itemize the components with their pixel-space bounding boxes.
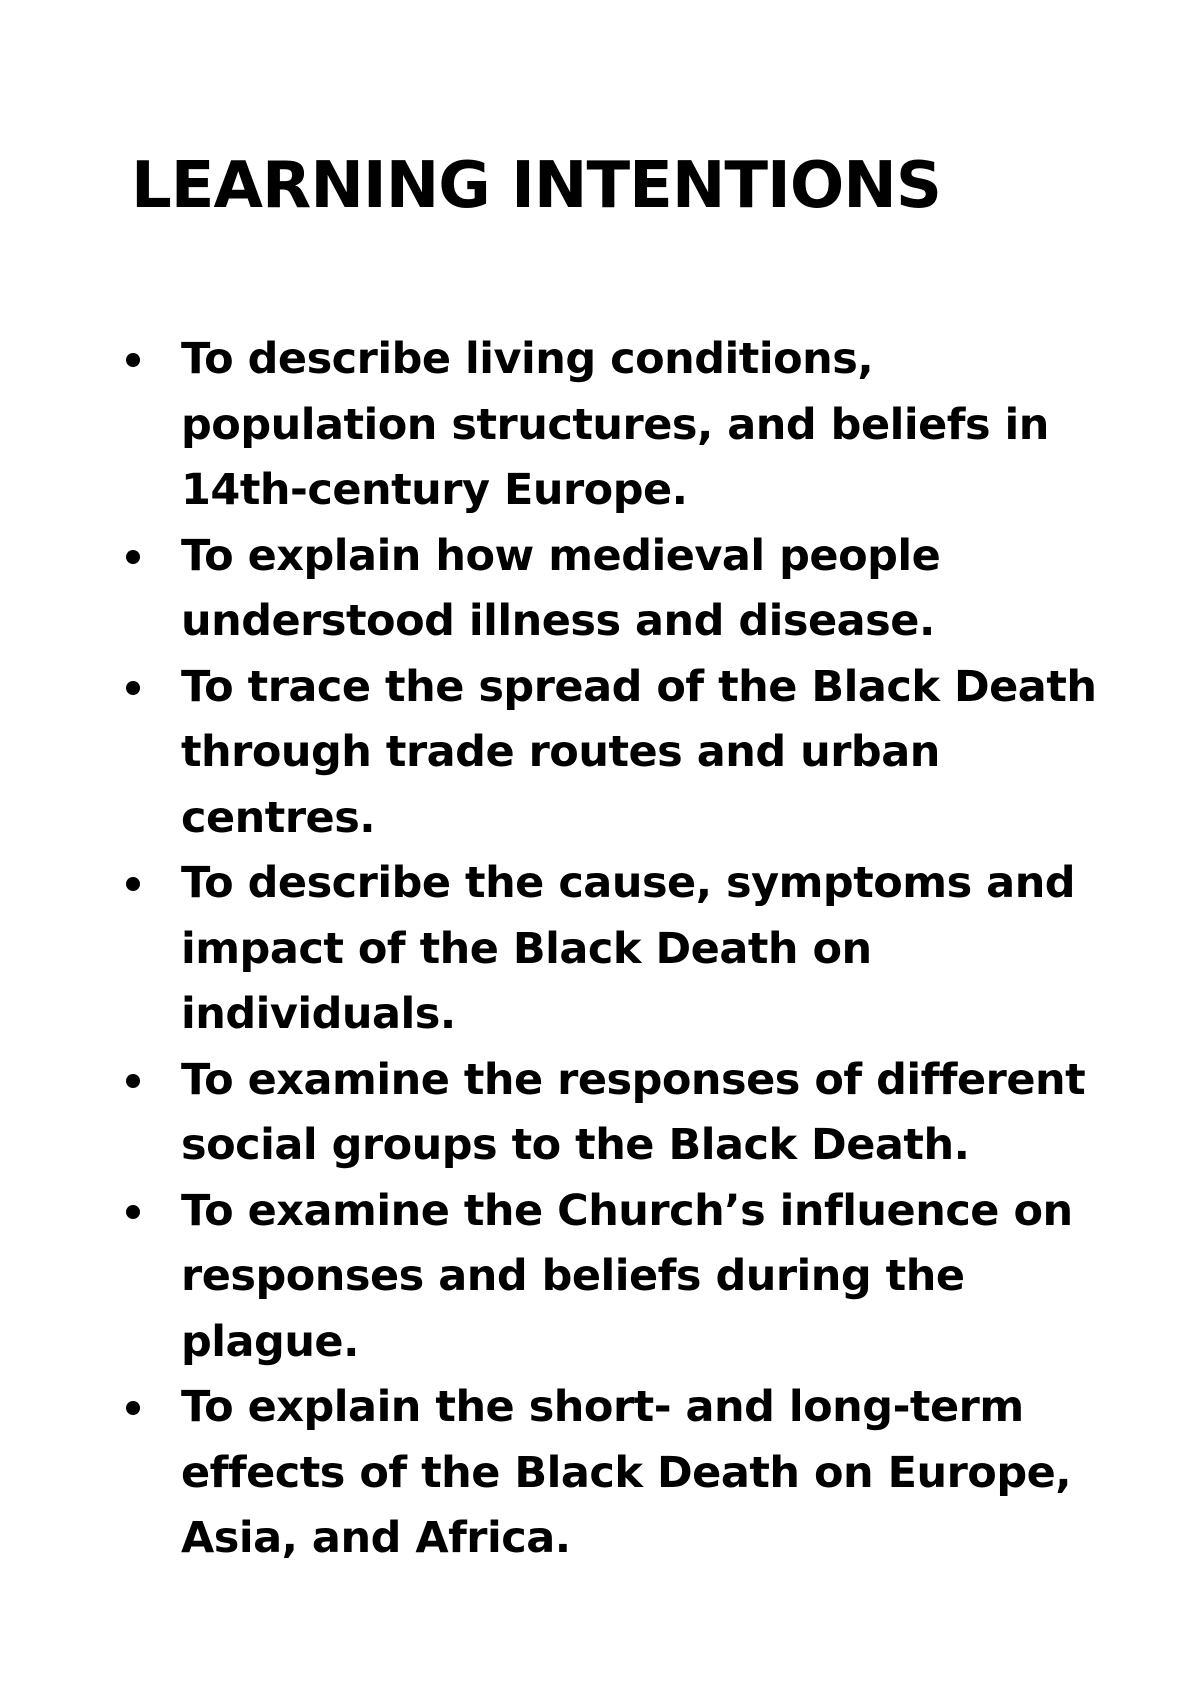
bullet-icon: [126, 353, 140, 367]
list-item-line: understood illness and disease.: [181, 596, 935, 646]
page-title: LEARNING INTENTIONS: [131, 149, 941, 223]
list-item-line: To describe living conditions,: [181, 334, 874, 384]
list-item-line: population structures, and beliefs in: [181, 399, 1049, 450]
list-item-line: 14th-century Europe.: [181, 465, 688, 515]
list-item-line: plague.: [181, 1316, 359, 1367]
list-item-line: effects of the Black Death on Europe,: [181, 1447, 1072, 1498]
list-item-line: To explain how medieval people: [181, 530, 941, 581]
list-item-line: Asia, and Africa.: [181, 1513, 571, 1563]
list-item: [0, 1179, 1101, 1376]
list-item-line: To trace the spread of the Black Death: [181, 661, 1097, 712]
list-item-line: through trade routes and urban: [181, 727, 940, 777]
list-item: [0, 1375, 1101, 1572]
list-item: [0, 655, 1101, 852]
bullet-icon: [126, 1401, 140, 1415]
list-item: [0, 1048, 1101, 1179]
list-item-line: responses and beliefs during the: [181, 1251, 965, 1301]
list-item-line: To explain the short- and long-term: [181, 1382, 1024, 1432]
bullet-icon: [126, 681, 140, 695]
list-item-line: social groups to the Black Death.: [181, 1120, 970, 1170]
bullet-icon: [126, 877, 140, 891]
list-item-line: impact of the Black Death on: [181, 923, 872, 974]
list-item: [0, 524, 1101, 655]
bullet-icon: [126, 1074, 140, 1088]
list-item: [0, 327, 1101, 524]
list-item-line: To describe the cause, symptoms and: [181, 858, 1076, 908]
list-item-line: To examine the Church’s influence on: [181, 1185, 1073, 1236]
list-item: [0, 851, 1101, 1048]
bullet-icon: [126, 1205, 140, 1219]
list-item-line: To examine the responses of different: [181, 1054, 1086, 1105]
list-item-line: centres.: [181, 792, 376, 843]
bullet-icon: [126, 550, 140, 564]
list-item-line: individuals.: [181, 989, 456, 1039]
learning-intentions-list: [0, 327, 1101, 1572]
